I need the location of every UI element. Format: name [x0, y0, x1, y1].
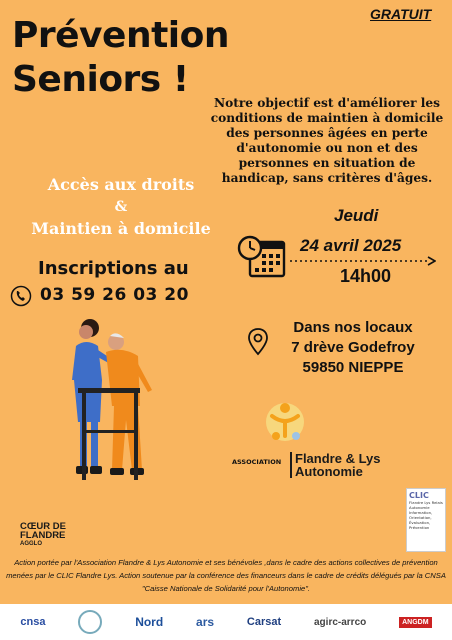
ars-logo: ars	[196, 615, 215, 629]
coeur-line-2: FLANDRE	[20, 530, 66, 541]
agirc-arrco-logo: agirc-arrco	[314, 616, 367, 628]
objective-text: Notre objectif est d'améliorer les conditions de maintien à domicile des personnes âgées en perte d'autonomie ou non et des personnes en situation de handicap, sans critères d'âges.	[210, 96, 444, 185]
event-day: Jeudi	[334, 206, 379, 225]
location-pin-icon	[246, 327, 270, 357]
association-prefix: ASSOCIATION	[232, 458, 282, 466]
title-line-1: Prévention	[12, 15, 229, 56]
angdm-logo: ANGDM	[399, 617, 431, 628]
nurse-and-senior-illustration	[58, 310, 168, 488]
topic-rights: Accès aux droits	[47, 175, 195, 194]
topics	[10, 174, 232, 240]
nord-logo: Nord	[135, 615, 164, 629]
partner-round-logo	[78, 610, 102, 634]
partner-logos-strip	[0, 604, 452, 640]
carsat-logo: Carsat	[246, 616, 282, 628]
association-logo-icon	[264, 400, 306, 448]
coeur-line-3: AGGLO	[20, 541, 42, 547]
clic-subtitle: Flandre Lys Relais Autonomie	[409, 500, 443, 510]
coeur-line-1: CŒUR DE	[20, 521, 66, 532]
topic-ampersand: &	[114, 199, 128, 215]
location-line-1: Dans nos locaux	[293, 319, 413, 336]
coeur-de-flandre-logo	[20, 522, 100, 549]
phone-icon	[10, 285, 32, 307]
association-name-line-2: Autonomie	[295, 464, 363, 479]
clic-logo	[406, 488, 446, 552]
title-line-2: Seniors !	[12, 59, 189, 100]
cnsa-logo: cnsa	[20, 616, 46, 628]
topic-home-care: Maintien à domicile	[31, 219, 211, 238]
event-date: 24 avril 2025	[300, 236, 402, 255]
clic-details: Information, Orientation, Évaluation, Prévention	[409, 510, 433, 530]
event-time: 14h00	[340, 266, 392, 286]
location-address	[278, 318, 428, 378]
location-line-3: 59850 NIEPPE	[302, 359, 404, 376]
clic-title: CLIC	[409, 491, 429, 500]
association-name-line-1: Flandre & Lys	[295, 451, 381, 466]
registration-label: Inscriptions au	[38, 258, 189, 279]
footnote-text: Action portée par l'Association Flandre & Lys Autonomie et ses bénévoles ,dans le cadre des actions collectives de prévention menées par le CLIC Flandre Lys. Action soutenue par la conférence des financeurs dans le cadre de crédits délégués par la CNSA "Caisse Nationale de Solidarité pour l'Autonomie".	[6, 558, 446, 593]
calendar-clock-icon	[236, 232, 288, 280]
free-label: GRATUIT	[370, 6, 432, 22]
page-title	[12, 14, 272, 102]
phone-number[interactable]: 03 59 26 03 20	[40, 285, 189, 305]
dotted-arrow-icon	[290, 256, 436, 266]
location-line-2: 7 drève Godefroy	[291, 339, 415, 356]
association-name	[290, 452, 390, 478]
